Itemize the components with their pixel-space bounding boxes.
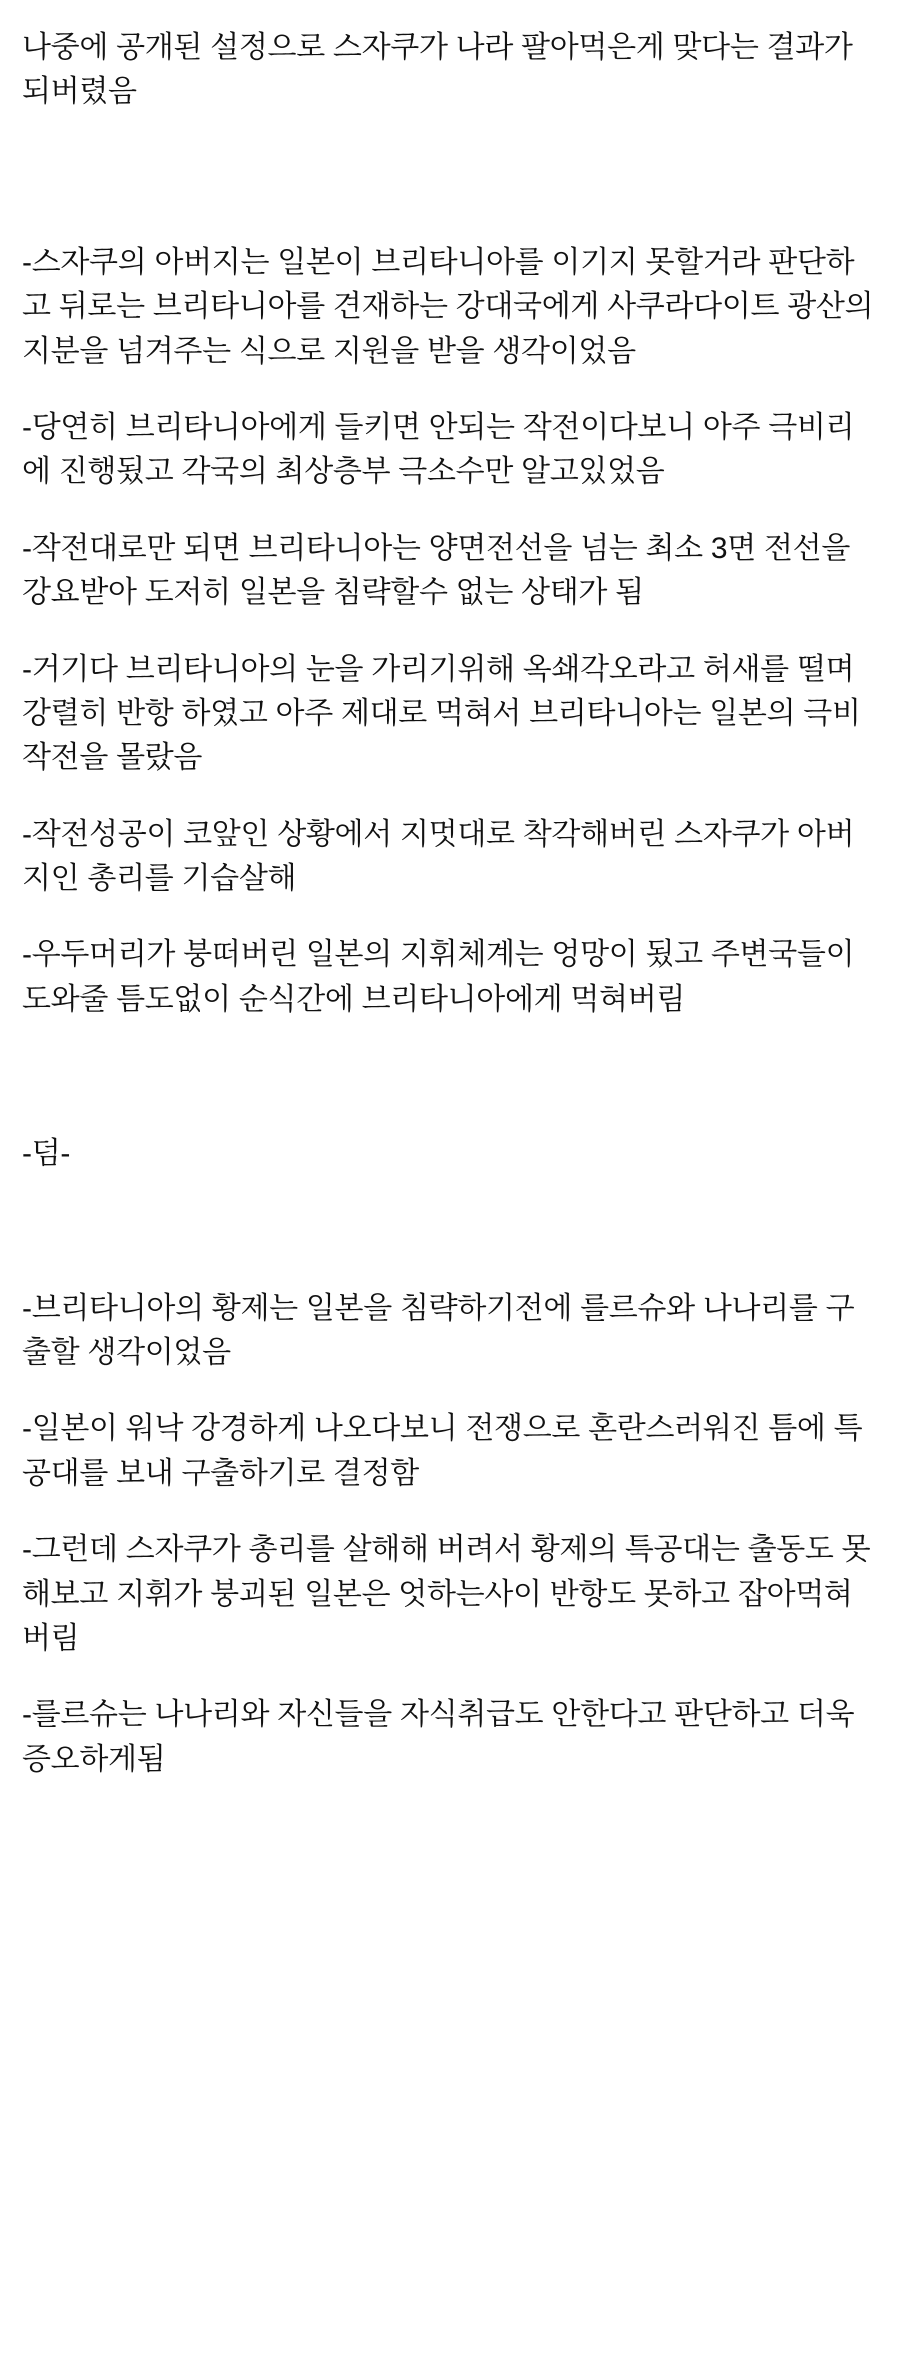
spacer [22, 901, 880, 933]
spacer [22, 781, 880, 813]
spacer [22, 115, 880, 241]
paragraph-point-3: -작전대로만 되면 브리타니아는 양면전선을 넘는 최소 3면 전선을 강요받아 도저히 일본을 침략할수 없는 상태가 됨 [22, 531, 859, 610]
spacer [22, 1177, 880, 1287]
spacer [22, 374, 880, 406]
spacer [22, 1661, 880, 1693]
paragraph-bonus-2: -일본이 워낙 강경하게 나오다보니 전쟁으로 혼란스러워진 틈에 특공대를 보내 구출하기로 결정함 [22, 1412, 863, 1490]
spacer [22, 616, 880, 648]
paragraph-point-5: -작전성공이 코앞인 상황에서 지멋대로 착각해버린 스자쿠가 아버지인 총리를 기습살해 [22, 817, 855, 896]
bonus-section-header: -덤- [22, 1137, 71, 1171]
spacer [22, 1375, 880, 1407]
spacer [22, 495, 880, 527]
paragraph-point-4: -거기다 브리타니아의 눈을 가리기위해 옥쇄각오라고 허새를 떨며 강렬히 반항 하였고 아주 제대로 먹혀서 브리타니아는 일본의 극비작전을 몰랐음 [22, 652, 863, 775]
paragraph-bonus-4: -를르슈는 나나리와 자신들을 자식취급도 안한다고 판단하고 더욱 증오하게됨 [22, 1698, 863, 1776]
paragraph-point-2: -당연히 브리타니아에게 들키면 안되는 작전이다보니 아주 극비리에 진행됬고 각국의 최상층부 극소수만 알고있었음 [22, 410, 855, 489]
paragraph-bonus-1: -브리타니아의 황제는 일본을 침략하기전에 를르슈와 나나리를 구출할 생각이었음 [22, 1291, 855, 1370]
paragraph-point-6: -우두머리가 붕떠버린 일본의 지휘체계는 엉망이 됬고 주변국들이 도와줄 틈도없이 순식간에 브리타니아에게 먹혀버림 [22, 938, 863, 1016]
spacer [22, 1496, 880, 1528]
paragraph-bonus-3: -그런데 스자쿠가 총리를 살해해 버려서 황제의 특공대는 출동도 못해보고 지휘가 붕괴된 일본은 엇하는사이 반항도 못하고 잡아먹혀버림 [22, 1533, 871, 1655]
paragraph-point-1: -스자쿠의 아버지는 일본이 브리타니아를 이기지 못할거라 판단하고 뒤로는 브리타니아를 견재하는 강대국에게 사쿠라다이트 광산의 지분을 넘겨주는 식으로 지원을 받을 생각이었음 [22, 245, 882, 368]
spacer [22, 1022, 880, 1132]
paragraph-intro: 나중에 공개된 설정으로 스자쿠가 나라 팔아먹은게 맞다는 결과가 되버렸음 [22, 31, 861, 109]
